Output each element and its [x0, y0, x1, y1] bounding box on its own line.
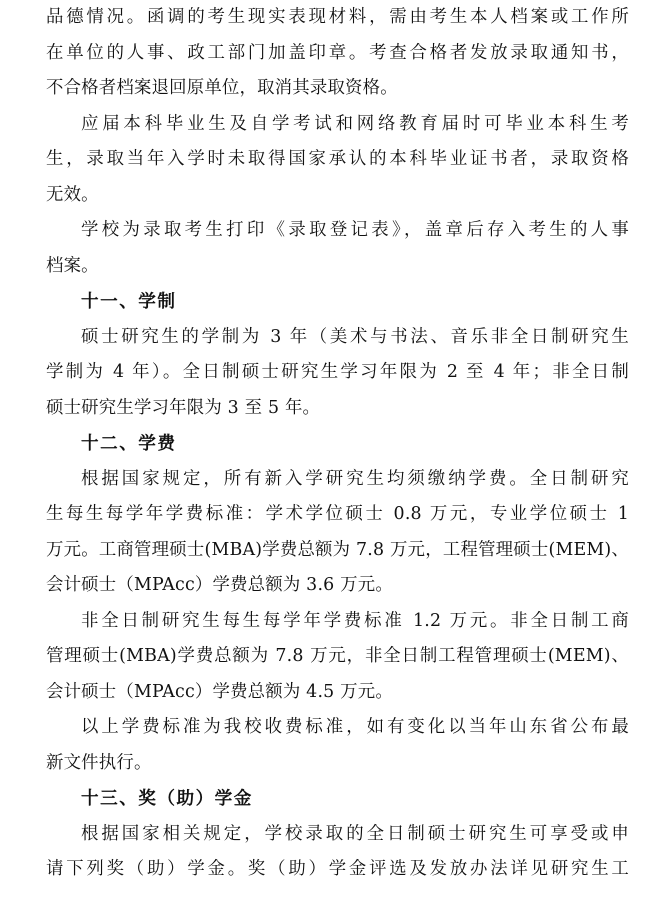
text-line: 学校为录取考生打印《录取登记表》，盖章后存入考生的人事 — [81, 220, 629, 240]
text-line: 请下列奖（助）学金。奖（助）学金评选及发放办法详见研究生工 — [46, 859, 629, 879]
text-line: 硕士研究生学习年限为 3 至 5 年。 — [46, 397, 321, 418]
text-line: 根据国家相关规定，学校录取的全日制硕士研究生可享受或申 — [81, 823, 629, 844]
text-line: 不合格者档案退回原单位，取消其录取资格。 — [46, 78, 398, 98]
text-line: 生每生每学年学费标准：学术学位硕士 0.8 万元，专业学位硕士 1 — [46, 504, 629, 524]
text-line: 以上学费标准为我校收费标准，如有变化以当年山东省公布最 — [81, 717, 629, 737]
paragraph-tuition-note — [46, 710, 629, 781]
text-line: 根据国家规定，所有新入学研究生均须缴纳学费。全日制研究 — [81, 468, 629, 489]
text-line: 非全日制研究生每生每学年学费标准 1.2 万元。非全日制工商 — [81, 610, 629, 631]
paragraph-admission-review — [46, 0, 629, 107]
text-line: 品德情况。函调的考生现实表现材料，需由考生本人档案或工作所 — [46, 7, 629, 27]
paragraph-admission-form — [46, 213, 629, 284]
text-line: 会计硕士（MPAcc）学费总额为 3.6 万元。 — [46, 575, 393, 595]
text-line: 管理硕士(MBA)学费总额为 7.8 万元，非全日制工程管理硕士(MEM)、 — [46, 646, 629, 666]
text-line: 会计硕士（MPAcc）学费总额为 4.5 万元。 — [46, 681, 393, 702]
text-line: 万元。工商管理硕士(MBA)学费总额为 7.8 万元，工程管理硕士(MEM)、 — [46, 539, 629, 560]
paragraph-scholarships — [46, 817, 629, 888]
text-line: 新文件执行。 — [46, 752, 152, 773]
section-heading-11: 十一、学制 — [81, 291, 177, 312]
text-line: 档案。 — [46, 255, 99, 276]
text-line: 无效。 — [46, 184, 99, 205]
document-page — [46, 0, 629, 888]
text-line: 应届本科毕业生及自学考试和网络教育届时可毕业本科生考 — [81, 113, 629, 134]
section-heading-12: 十二、学费 — [81, 433, 177, 454]
paragraph-study-length — [46, 320, 629, 427]
section-heading-13: 十三、奖（助）学金 — [81, 788, 253, 809]
text-line: 学制为 4 年）。全日制硕士研究生学习年限为 2 至 4 年；非全日制 — [46, 362, 629, 382]
paragraph-parttime-tuition — [46, 604, 629, 711]
paragraph-fulltime-tuition — [46, 462, 629, 604]
paragraph-graduate-eligibility — [46, 107, 629, 214]
text-line: 生，录取当年入学时未取得国家承认的本科毕业证书者，录取资格 — [46, 149, 629, 169]
text-line: 硕士研究生的学制为 3 年（美术与书法、音乐非全日制研究生 — [81, 326, 629, 347]
text-line: 在单位的人事、政工部门加盖印章。考查合格者发放录取通知书， — [46, 42, 629, 63]
